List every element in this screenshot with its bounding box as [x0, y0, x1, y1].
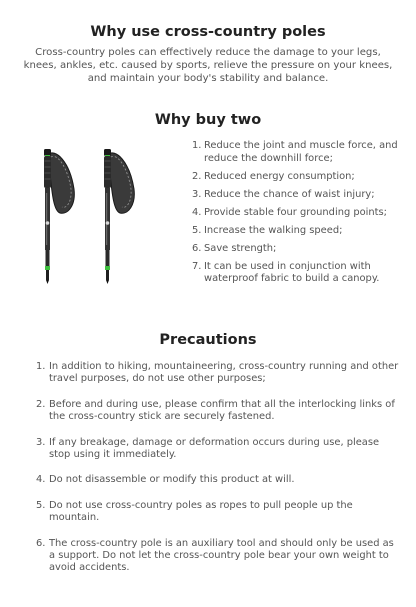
item-number: 7. [192, 260, 202, 272]
item-text: If any breakage, damage or deformation occurs during use, please stop using it immediately. [49, 436, 380, 461]
item-text: Do not use cross-country poles as ropes to pull people up the mountain. [49, 499, 353, 524]
item-text: In addition to hiking, mountaineering, cross-country running and other travel purposes, do not use other purposes; [49, 361, 399, 385]
item-text: Save strength; [204, 242, 277, 254]
trekking-poles-image [38, 143, 178, 285]
intro-paragraph [14, 46, 402, 85]
item-text: Reduced energy consumption; [204, 170, 355, 182]
list-item [36, 474, 402, 486]
item-text: Before and during use, please confirm that all the interlocking links of the cross-country stick are securely fastened. [49, 398, 395, 423]
list-item [36, 361, 402, 386]
item-text: It can be used in conjunction with waterproof fabric to build a canopy. [204, 260, 380, 284]
item-text: Reduce the chance of waist injury; [204, 188, 375, 200]
item-number: 5. [36, 499, 46, 511]
title-precautions: Precautions [159, 332, 257, 348]
item-number: 5. [192, 224, 202, 236]
list-item [192, 171, 406, 184]
item-number: 2. [192, 170, 202, 182]
list-item [192, 243, 406, 256]
item-number: 4. [36, 474, 46, 486]
item-text: Do not disassemble or modify this product at will. [49, 474, 295, 486]
trekking-pole-right [104, 149, 134, 284]
trekking-pole-left [44, 149, 74, 284]
list-item [192, 207, 406, 220]
item-number: 2. [36, 398, 46, 410]
item-number: 6. [192, 242, 202, 254]
item-text: The cross-country pole is an auxiliary tool and should only be used as a support. Do not let the cross-country pole bear your own weight to avoid accidents. [49, 537, 394, 574]
item-number: 4. [192, 206, 202, 218]
list-item [36, 399, 402, 424]
item-number: 1. [36, 361, 46, 372]
title-why-buy-two: Why buy two [154, 112, 262, 128]
list-item [36, 500, 402, 525]
item-text: Provide stable four grounding points; [204, 206, 388, 218]
item-number: 3. [192, 188, 202, 200]
item-number: 1. [192, 140, 202, 151]
intro-line: and maintain your body's stability and balance. [87, 73, 329, 84]
why-buy-list [192, 140, 406, 291]
list-item [192, 261, 406, 286]
list-item [192, 225, 406, 238]
title-why-use: Why use cross-country poles [90, 24, 326, 40]
list-item [36, 437, 402, 462]
list-item [36, 538, 402, 575]
item-number: 3. [36, 436, 46, 448]
item-text: Reduce the joint and muscle force, and reduce the downhill force; [204, 140, 398, 164]
list-item [192, 189, 406, 202]
intro-line: Cross-country poles can effectively reduce the damage to your legs, [35, 47, 381, 58]
precautions-list [36, 361, 402, 575]
item-text: Increase the walking speed; [204, 224, 343, 236]
list-item [192, 140, 406, 165]
intro-line: knees, ankles, etc. caused by sports, relieve the pressure on your knees, [23, 60, 393, 71]
item-number: 6. [36, 537, 46, 549]
